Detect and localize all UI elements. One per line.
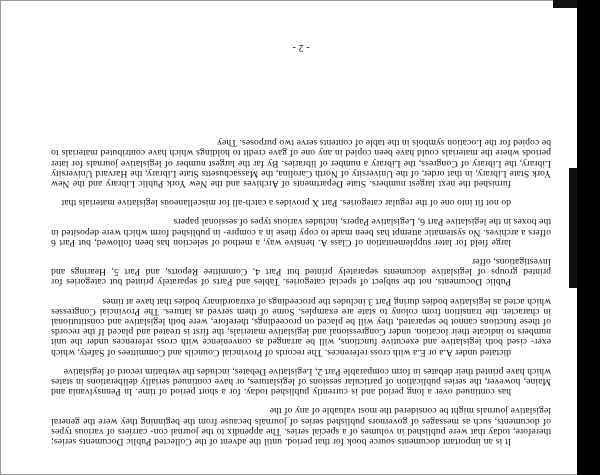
paragraph-part-6-legislative-papers: large field for later supplementation of Class A. hensive way, a method of selection has been followed, but Part 6 offers a archives. No systematic attempt has been made to copy these in a compre- in published form which were deposited in the boxes in the legislative Part 6, Legislative Papers, includes various types of sessional papers bbox=[51, 216, 551, 248]
document-body bbox=[51, 128, 551, 446]
scanner-edge-notch bbox=[569, 168, 577, 288]
scanner-edge-right bbox=[577, 0, 600, 475]
paragraph-part-4-committee-reports: Public Documents. not the subject of special categories. Tables and Parts of separately printed but categories for printed groups of legislative documents separately printed but Part 4, Committee Reports, and Part 5, Hearings and Investigations, offer bbox=[51, 255, 551, 288]
paragraph-part-x-catch-all: do not fit into one of the regular categories. Part X provides a catch-all for miscellaneous legislative materials that bbox=[61, 197, 511, 209]
document-page bbox=[45, 8, 557, 460]
page-number: - 2 - bbox=[292, 42, 310, 54]
paragraph-part-2-legislative-debates: has continued over a long period and is currently published today. for a short period of time. In Pennsylvania and Maine, however, the series publication of particular sessions of legislatures, or have continued serially deliberations in states which have printed their debates in form comparable Part 2, Legislative Debates, includes the verbatim record of legislative bbox=[51, 365, 551, 398]
paragraph-part-3-extraordinary-bodies: dictated under A.a or E.a with cross references. The records of Provincial Councils and Committees of Safety, which exer- cised both legislative and executive functions, will be arranged as convenience with cross references under the unit numbers to indicate their location. under Congressional and legislative materials, the first is treated and placed If the records of these functions cannot be separated, they will be placed on proceedings, therefore, were both legislative and constitutional in character. the transition from colony to state are examples. Some of them served as latures. The Provincial Congresses which acted as legislative bodies during Part 3 includes the proceedings of extraordinary bodies that have at times bbox=[51, 295, 551, 358]
scanner-corner-top bbox=[553, 0, 577, 8]
paragraph-legislative-journals: It is an important documents source book for that period. until the advent of the Collected Public Documents series; therefore, today that were published in volumes of a special series. The appendix to the journal con- carriers of various types of documents, such as messages of governors published series of journals because from the beginning they were the general legislative journals might be considered the most valuable of any of the bbox=[51, 405, 551, 447]
paragraph-location-symbols: furnished the next largest numbers. State Departments of Archives and the New York Public Library and the New York State Library, in that order, of the University of North Carolina, the Massachusetts State Library, the Harvard University Library, the Library of Congress, the Library a number of libraries. By far the largest number of legislative journals for later periods where the materials could have been copied in any one of gave credit to holdings which have contributed materials to be copied for the Location symbols in the table of contents serve two purposes. They bbox=[51, 137, 551, 189]
